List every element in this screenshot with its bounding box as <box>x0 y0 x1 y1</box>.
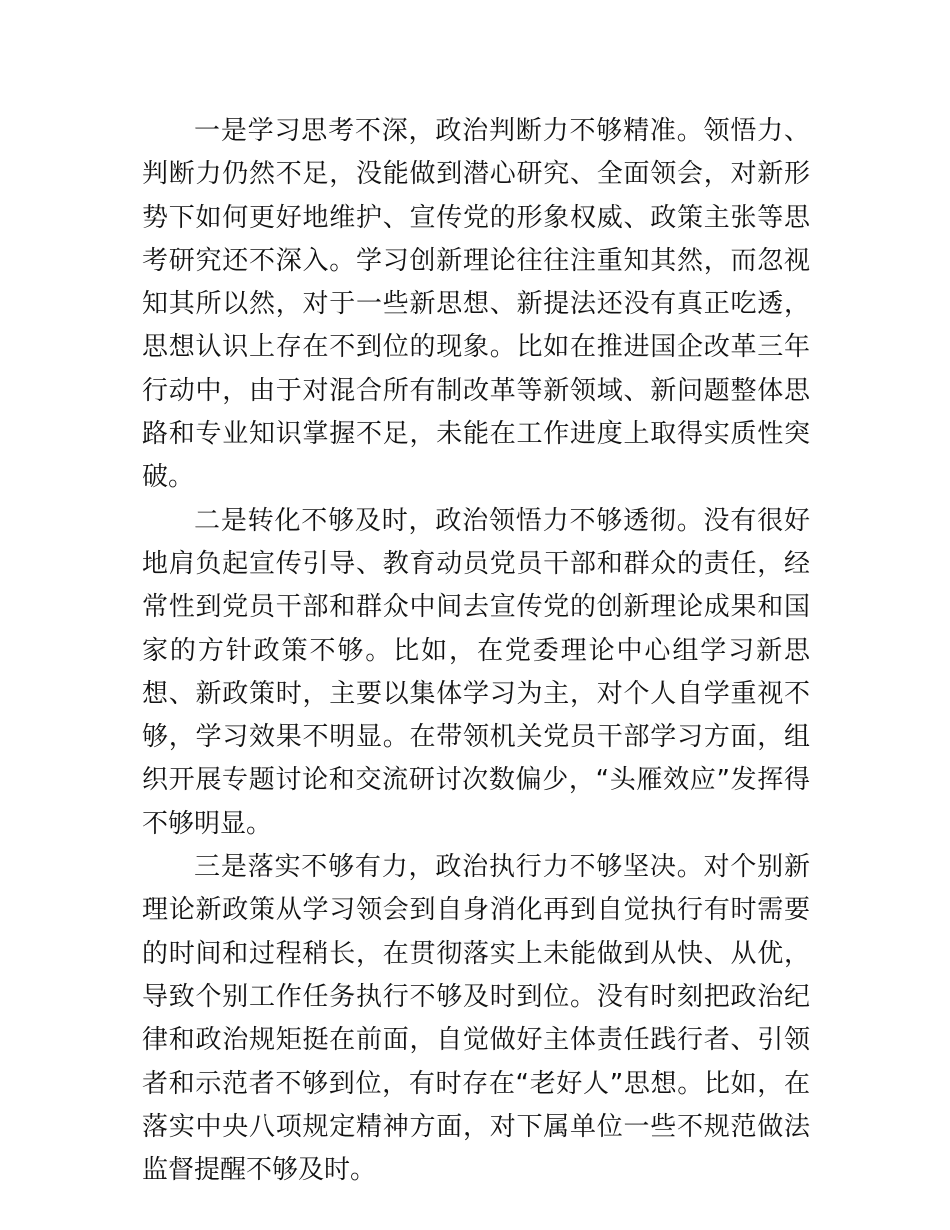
body-text <box>142 110 810 1192</box>
paragraph-3: 三是落实不够有力，政治执行力不够坚决。对个别新理论新政策从学习领会到自身消化再到自觉执行有时需要的时间和过程稍长，在贯彻落实上未能做到从快、从优，导致个别工作任务执行不够及时到位。没有时刻把政治纪律和政治规矩挺在前面，自觉做好主体责任践行者、引领者和示范者不够到位，有时存在“老好人”思想。比如，在落实中央八项规定精神方面，对下属单位一些不规范做法监督提醒不够及时。 <box>142 852 810 1186</box>
paragraph-1: 一是学习思考不深，政治判断力不够精准。领悟力、判断力仍然不足，没能做到潜心研究、全面领会，对新形势下如何更好地维护、宣传党的形象权威、政策主张等思考研究还不深入。学习创新理论往往注重知其然，而忽视知其所以然，对于一些新思想、新提法还没有真正吃透，思想认识上存在不到位的现象。比如在推进国企改革三年行动中，由于对混合所有制改革等新领域、新问题整体思路和专业知识掌握不足，未能在工作进度上取得实质性突破。 <box>142 116 810 493</box>
paragraph-2: 二是转化不够及时，政治领悟力不够透彻。没有很好地肩负起宣传引导、教育动员党员干部和群众的责任，经常性到党员干部和群众中间去宣传党的创新理论成果和国家的方针政策不够。比如，在党委理论中心组学习新思想、新政策时，主要以集体学习为主，对个人自学重视不够，学习效果不明显。在带领机关党员干部学习方面，组织开展专题讨论和交流研讨次数偏少，“头雁效应”发挥得不够明显。 <box>142 505 810 839</box>
